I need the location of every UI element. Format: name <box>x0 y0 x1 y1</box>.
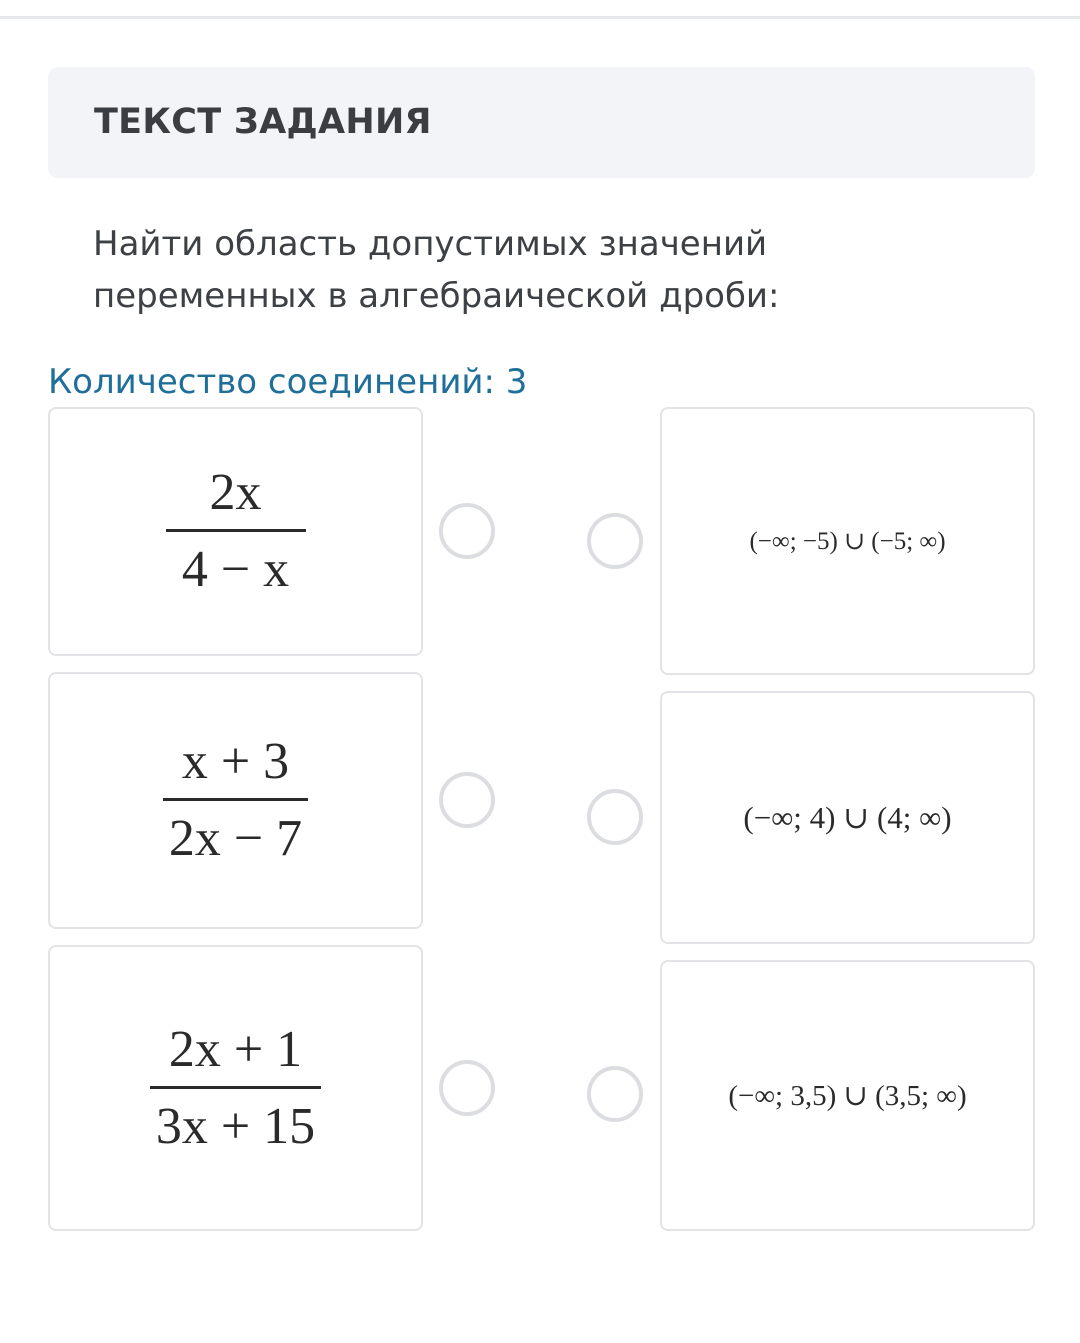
fraction-2-denominator: 2x − 7 <box>168 810 303 867</box>
left-connector-1[interactable] <box>439 503 495 559</box>
fraction-3-numerator: 2x + 1 <box>168 1020 303 1078</box>
right-connector-3[interactable] <box>587 1066 643 1122</box>
question-text <box>93 218 993 322</box>
left-connector-3[interactable] <box>439 1060 495 1116</box>
fraction-2-numerator: x + 3 <box>181 733 290 790</box>
fraction-3 <box>150 1020 321 1157</box>
right-connector-1[interactable] <box>587 513 643 569</box>
interval-3: (−∞; 3,5) ∪ (3,5; ∞) <box>728 1080 967 1112</box>
left-item-1[interactable] <box>48 407 423 656</box>
fraction-1 <box>166 463 306 600</box>
right-item-3[interactable] <box>660 960 1035 1231</box>
question-line-2: переменных в алгебраической дроби: <box>93 276 780 316</box>
fraction-1-numerator: 2x <box>209 464 262 521</box>
left-connector-2[interactable] <box>439 772 495 828</box>
interval-2: (−∞; 4) ∪ (4; ∞) <box>743 799 952 835</box>
right-item-1[interactable] <box>660 407 1035 675</box>
interval-1: (−∞; −5) ∪ (−5; ∞) <box>749 528 946 555</box>
fraction-1-denominator: 4 − x <box>181 541 290 598</box>
fraction-3-denominator: 3x + 15 <box>155 1097 316 1155</box>
right-item-2[interactable] <box>660 691 1035 944</box>
question-line-1: Найти область допустимых значений <box>93 224 768 264</box>
fraction-2 <box>163 732 308 869</box>
task-header-title: ТЕКСТ ЗАДАНИЯ <box>94 102 432 142</box>
right-connector-2[interactable] <box>587 789 643 845</box>
connections-count: Количество соединений: 3 <box>48 362 528 402</box>
top-divider <box>0 16 1080 19</box>
left-item-3[interactable] <box>48 945 423 1231</box>
task-header <box>48 67 1035 178</box>
left-item-2[interactable] <box>48 672 423 929</box>
